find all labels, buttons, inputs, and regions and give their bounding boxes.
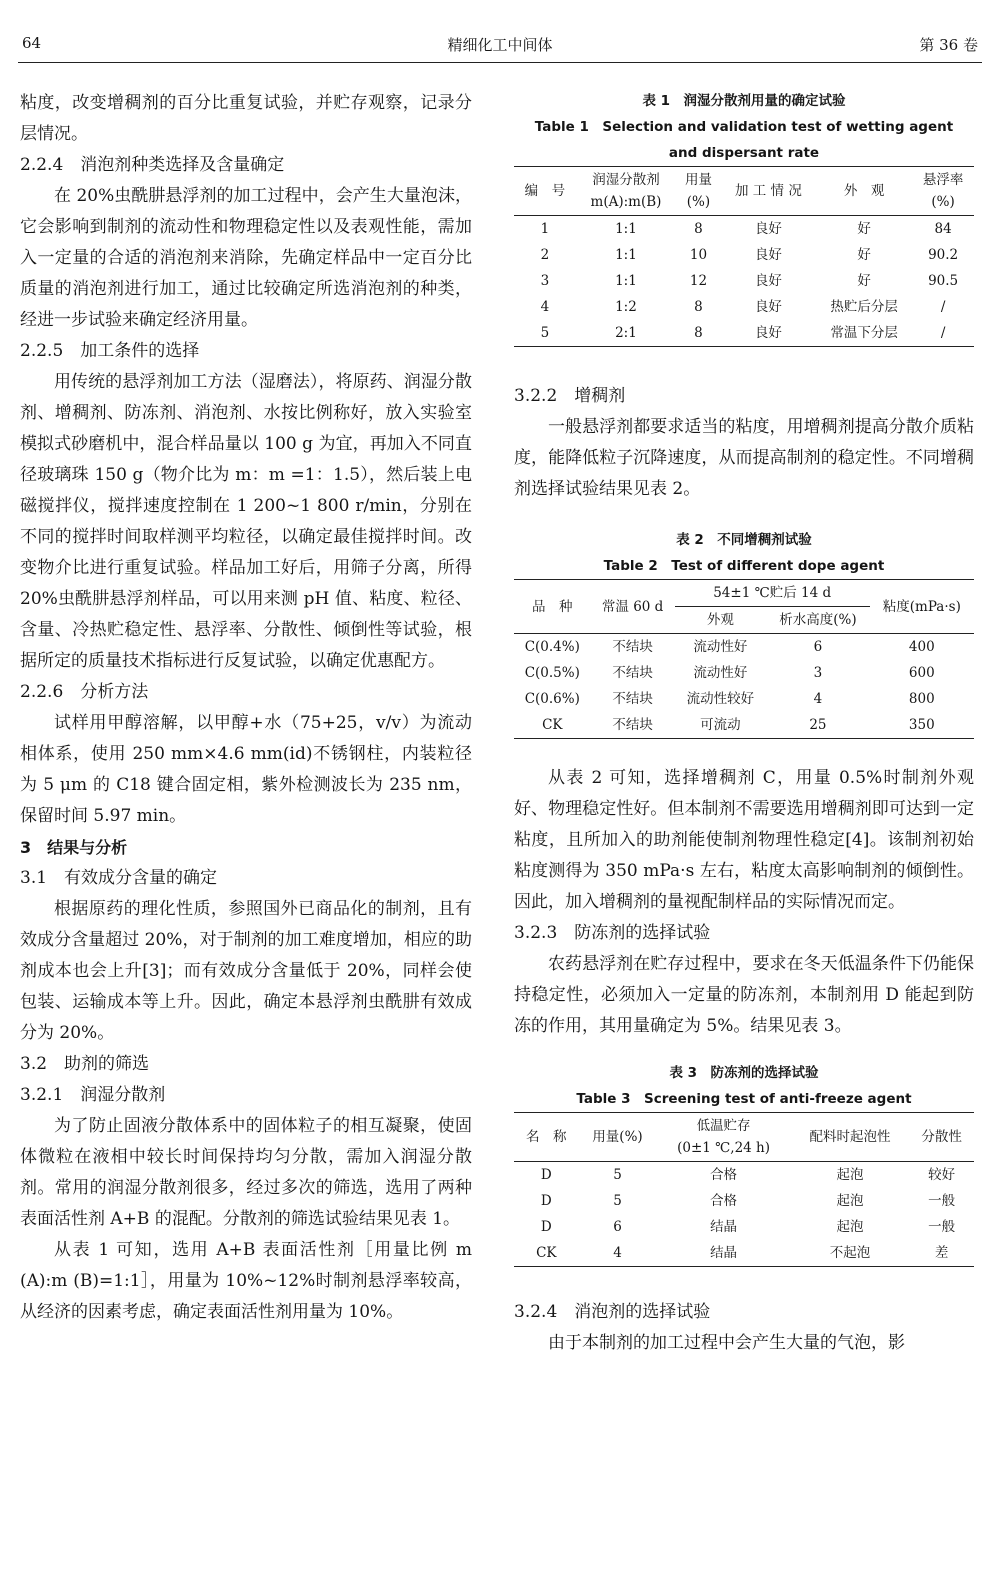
table-header-cell: 外观 — [675, 607, 767, 634]
section-heading-3-1: 3.1 有效成分含量的确定 — [20, 868, 218, 888]
table-header-cell: 外 观 — [816, 167, 912, 216]
section-heading-2-2-6: 2.2.6 分析方法 — [20, 682, 149, 702]
table-cell: 可流动 — [700, 717, 741, 733]
table-header-cell: 常温 60 d — [591, 580, 675, 634]
table-cell: C(0.6%) — [524, 691, 580, 707]
section-heading-2-2-5: 2.2.5 加工条件的选择 — [20, 341, 200, 361]
table-cell: 2 — [540, 247, 550, 263]
table1-caption-en: Table 1 Selection and validation test of wetting agent — [534, 119, 954, 135]
table3-caption-en: Table 3 Screening test of anti-freeze agent — [576, 1091, 912, 1107]
paragraph: 从表 2 可知，选择增稠剂 C，用量 0.5%时制剂外观好、物理稳定性好。但本制剂不需要选用增稠剂即可达到一定粘度，且所加入的助剂能使制剂物理性稳定[4]。该制剂初始粘度测得为 350 mPa·s 左右，粘度太高影响制剂的倾倒性。因此，加入增稠剂的量视配制样品的实际情况而定。 — [514, 768, 974, 912]
table-cell: 10 — [689, 247, 708, 263]
table-cell: 良好 — [754, 299, 782, 315]
table-row — [514, 268, 974, 294]
table-cell: 4 — [813, 691, 823, 707]
table-cell: 5 — [613, 1193, 622, 1209]
table-cell: 350 — [908, 717, 935, 733]
table-row — [514, 686, 974, 712]
paragraph: 根据原药的理化性质，参照国外已商品化的制剂，且有效成分含量超过 20%，对于制剂的加工难度增加，相应的助剂成本也会上升[3]；而有效成分含量低于 20%，同样会使包装、运输成本等上升。因此，确定本悬浮剂虫酰肼有效成分为 20%。 — [20, 899, 472, 1043]
table-cell: 结晶 — [710, 1245, 738, 1261]
table-header-row — [514, 1113, 974, 1162]
table-cell: 合格 — [710, 1193, 738, 1209]
table-cell: 8 — [694, 325, 703, 341]
section-heading-3-2-2: 3.2.2 增稠剂 — [514, 386, 626, 406]
volume-label: 第 36 卷 — [919, 36, 978, 54]
table-cell: 600 — [908, 665, 935, 681]
table-cell: 12 — [689, 273, 708, 289]
table-header-cell: 分散性 — [909, 1113, 974, 1162]
table-cell: 好 — [857, 273, 871, 289]
table-header-cell: 加 工 情 况 — [721, 167, 816, 216]
table-row — [514, 712, 974, 739]
paragraph: 粘度，改变增稠剂的百分比重复试验，并贮存观察，记录分层情况。 — [20, 93, 472, 144]
table-cell: 3 — [540, 273, 550, 289]
table-cell: 不结块 — [612, 665, 653, 681]
table-cell: 8 — [694, 299, 703, 315]
table-header-cell: 用量 (%) — [676, 167, 721, 216]
table1-caption-cn: 表 1 润湿分散剂用量的确定试验 — [642, 93, 846, 109]
table-cell: 良好 — [754, 247, 782, 263]
table-cell: 8 — [694, 221, 703, 237]
table-cell: 1:1 — [615, 273, 637, 289]
table1-caption-en-2: and dispersant rate — [668, 145, 820, 161]
table-cell: C(0.4%) — [524, 639, 580, 655]
table-cell: 良好 — [754, 221, 782, 237]
table-cell: 流动性好 — [693, 639, 748, 655]
paragraph: 农药悬浮剂在贮存过程中，要求在冬天低温条件下仍能保持稳定性，必须加入一定量的防冻剂，本制剂用 D 能起到防冻的作用，其用量确定为 5%。结果见表 3。 — [514, 954, 974, 1036]
table-cell: 不结块 — [612, 691, 653, 707]
table-cell: 不起泡 — [829, 1245, 871, 1261]
right-column — [514, 88, 974, 1359]
table-cell: D — [540, 1219, 552, 1235]
table-cell: 一般 — [928, 1219, 956, 1235]
left-column — [20, 88, 472, 1328]
table-cell: / — [940, 325, 946, 341]
table-cell: 5 — [613, 1167, 622, 1183]
table-header-cell: 编 号 — [514, 167, 576, 216]
table-cell: 起泡 — [836, 1219, 864, 1235]
table-cell: 流动性好 — [693, 665, 748, 681]
table-cell: 良好 — [754, 273, 782, 289]
paragraph: 一般悬浮剂都要求适当的粘度，用增稠剂提高分散介质粘度，能降低粒子沉降速度，从而提高制剂的稳定性。不同增稠剂选择试验结果见表 2。 — [514, 417, 974, 499]
table-cell: 84 — [934, 221, 952, 237]
table-cell: 流动性较好 — [686, 691, 755, 707]
table-cell: 1:1 — [615, 247, 637, 263]
table-row — [514, 1188, 974, 1214]
table3 — [514, 1112, 974, 1267]
table-cell: 常温下分层 — [830, 325, 898, 341]
table-row — [514, 634, 974, 661]
table-cell: 5 — [540, 325, 550, 341]
table-cell: 好 — [857, 221, 871, 237]
paragraph: 用传统的悬浮剂加工方法（湿磨法），将原药、润湿分散剂、增稠剂、防冻剂、消泡剂、水按比例称好，放入实验室模拟式砂磨机中，混合样品量以 100 g 为宜，再加入不同直径玻璃珠 150 g（物介比为 m：m =1：1.5），然后装上电磁搅拌仪，搅拌速度控制在 1 200~1 800 r/min，分别在不同的搅拌时间取样测平均粒径，以确定最佳搅拌时间。改变物介比进行重复试验。样品加工好后，用筛子分离，所得 20%虫酰肼悬浮剂样品，可以用来测 pH 值、粘度、粒径、含量、冷热贮稳定性、悬浮率、分散性、倾倒性等试验，根据所定的质量技术指标进行反复试验，以确定优惠配方。 — [20, 372, 472, 671]
table-header-cell: 低温贮存 (0±1 ℃,24 h) — [656, 1113, 790, 1162]
table-header-cell: 品 种 — [514, 580, 591, 634]
table-cell: 6 — [613, 1219, 622, 1235]
table-row — [514, 1240, 974, 1267]
table-header-cell: 析水高度(%) — [766, 607, 869, 634]
paragraph: 由于本制剂的加工过程中会产生大量的气泡，影 — [548, 1333, 905, 1353]
table-cell: 好 — [857, 247, 871, 263]
table-row — [514, 242, 974, 268]
table-cell: 良好 — [754, 325, 782, 341]
paragraph: 试样用甲醇溶解，以甲醇+水（75+25，v/v）为流动相体系，使用 250 mm×4.6 mm(id)不锈钢柱，内装粒径为 5 μm 的 C18 键合固定相，紫外检测波长为 235 nm，保留时间 5.97 min。 — [20, 713, 472, 826]
table-cell: 90.5 — [928, 273, 959, 289]
table-cell: C(0.5%) — [524, 665, 580, 681]
table-row — [514, 1162, 974, 1189]
section-heading-2-2-4: 2.2.4 消泡剂种类选择及含量确定 — [20, 155, 285, 175]
table-cell: 一般 — [928, 1193, 956, 1209]
table-cell: 400 — [908, 639, 935, 655]
table-cell: 3 — [813, 665, 823, 681]
table-header-cell: 用量(%) — [579, 1113, 657, 1162]
table-header-cell: 配料时起泡性 — [791, 1113, 910, 1162]
header-rule — [18, 62, 982, 63]
table-row — [514, 660, 974, 686]
table-cell: 1:2 — [615, 299, 637, 315]
table-cell: / — [940, 299, 946, 315]
table1 — [514, 166, 974, 347]
paragraph: 从表 1 可知，选用 A+B 表面活性剂［用量比例 m (A):m (B)=1:1］，用量为 10%~12%时制剂悬浮率较高，从经济的因素考虑，确定表面活性剂用量为 10%。 — [20, 1240, 472, 1322]
table-cell: 结晶 — [710, 1219, 738, 1235]
table-cell: 差 — [934, 1245, 949, 1261]
section-heading-3-2-1: 3.2.1 润湿分散剂 — [20, 1085, 166, 1105]
table-cell: 800 — [908, 691, 935, 707]
table-cell: 1:1 — [615, 221, 637, 237]
table-cell: 起泡 — [836, 1193, 864, 1209]
table-header-row — [514, 167, 974, 216]
page-number: 64 — [22, 34, 42, 52]
table-cell: D — [540, 1167, 552, 1183]
table-cell: D — [540, 1193, 552, 1209]
table-row — [514, 320, 974, 347]
table-row — [514, 1214, 974, 1240]
table2-caption-cn: 表 2 不同增稠剂试验 — [676, 532, 812, 548]
table-header-cell: 润湿分散剂 m(A):m(B) — [576, 167, 676, 216]
table2 — [514, 579, 974, 739]
section-heading-3-2: 3.2 助剂的筛选 — [20, 1054, 150, 1074]
table-cell: 热贮后分层 — [830, 299, 898, 315]
table-cell: 4 — [613, 1245, 622, 1261]
table-cell: 6 — [813, 639, 823, 655]
table-cell: 较好 — [928, 1167, 956, 1183]
table-cell: 2:1 — [615, 325, 637, 341]
table-cell: 25 — [809, 717, 827, 733]
table-cell: 不结块 — [612, 717, 653, 733]
paragraph: 为了防止固液分散体系中的固体粒子的相互凝聚，使固体微粒在液相中较长时间保持均匀分散，需加入润湿分散剂。常用的润湿分散剂很多，经过多次的筛选，选用了两种表面活性剂 A+B 的混配。分散剂的筛选试验结果见表 1。 — [20, 1116, 472, 1229]
table-row — [514, 216, 974, 243]
section-heading-3-2-3: 3.2.3 防冻剂的选择试验 — [514, 923, 711, 943]
table-row — [514, 294, 974, 320]
table-cell: CK — [542, 717, 563, 733]
table-header-cell: 粘度(mPa·s) — [870, 580, 974, 634]
table-header-row — [514, 580, 974, 607]
table-cell: 1 — [540, 221, 550, 237]
section-heading-3-2-4: 3.2.4 消泡剂的选择试验 — [514, 1302, 711, 1322]
table-cell: 起泡 — [836, 1167, 864, 1183]
table-cell: 4 — [540, 299, 550, 315]
paragraph: 在 20%虫酰肼悬浮剂的加工过程中，会产生大量泡沫，它会影响到制剂的流动性和物理稳定性以及表观性能，需加入一定量的合适的消泡剂来消除，先确定样品中一定百分比质量的消泡剂进行加工，通过比较确定所选消泡剂的种类，经进一步试验来确定经济用量。 — [20, 186, 472, 330]
table2-caption-en: Table 2 Test of different dope agent — [603, 558, 885, 574]
table-header-cell: 54±1 ℃贮后 14 d — [675, 580, 870, 607]
table-cell: 90.2 — [928, 247, 959, 263]
table-cell: 合格 — [710, 1167, 738, 1183]
table-header-cell: 悬浮率 (%) — [912, 167, 974, 216]
table-cell: 不结块 — [612, 639, 653, 655]
table3-caption-cn: 表 3 防冻剂的选择试验 — [669, 1065, 819, 1081]
table-header-cell: 名 称 — [514, 1113, 579, 1162]
table-cell: CK — [536, 1245, 557, 1261]
section-heading-3: 3 结果与分析 — [20, 838, 128, 857]
journal-name: 精细化工中间体 — [447, 36, 553, 54]
